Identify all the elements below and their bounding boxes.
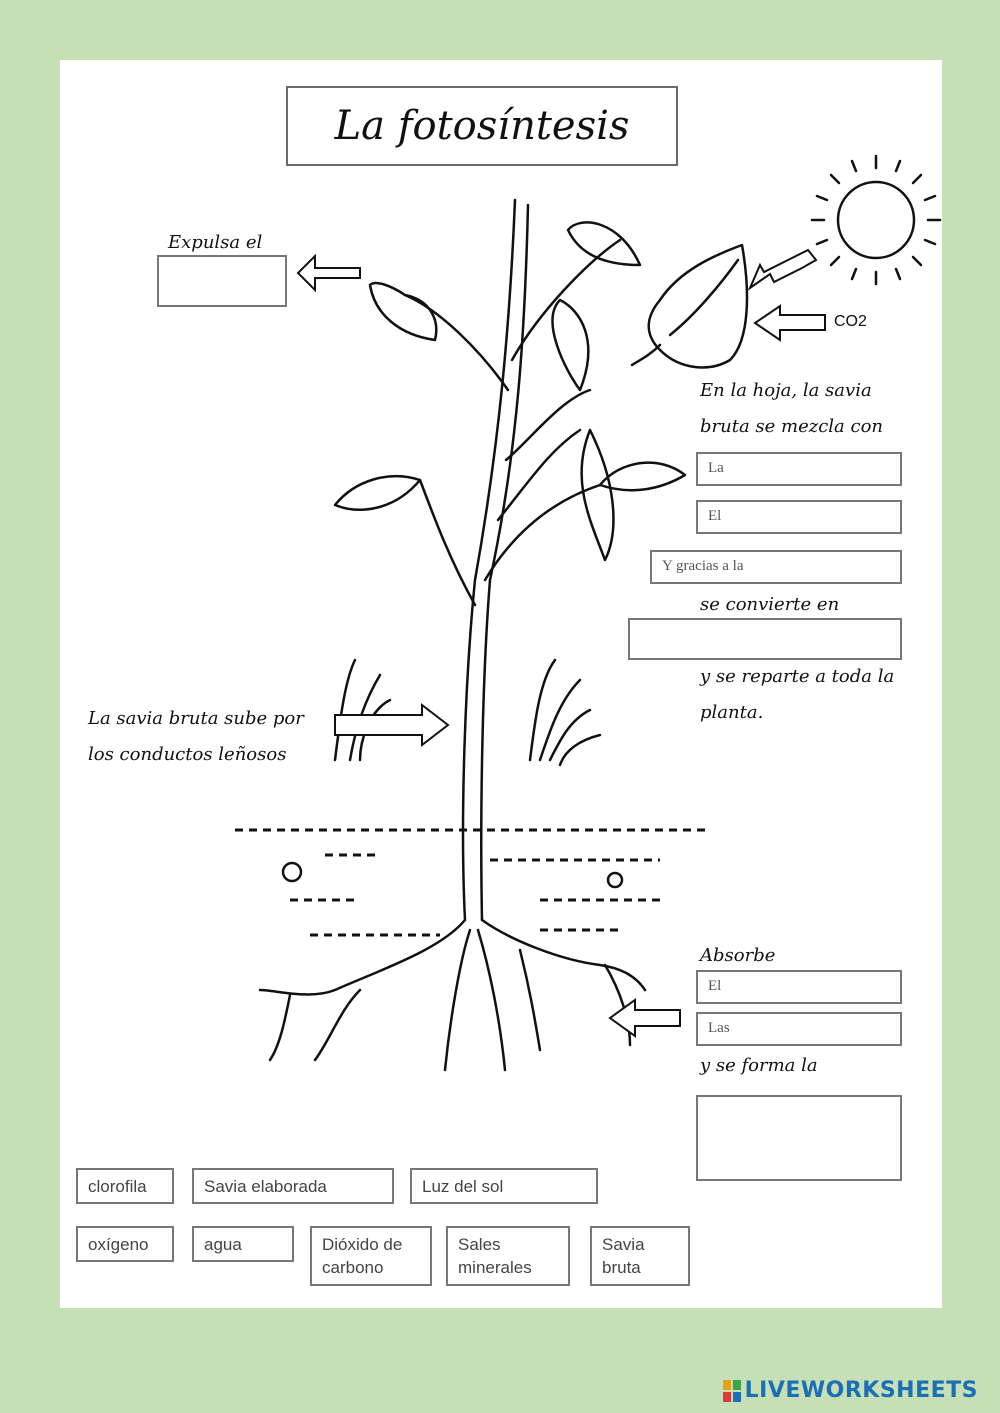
brand-logo bbox=[723, 1378, 978, 1403]
arrow-right-icon bbox=[335, 705, 448, 745]
label-co2: CO2 bbox=[834, 313, 867, 330]
word-chip[interactable]: oxígeno bbox=[76, 1226, 174, 1262]
word-chip[interactable]: clorofila bbox=[76, 1168, 174, 1204]
drop-field-forma[interactable] bbox=[696, 1095, 902, 1181]
word-chip[interactable]: Luz del sol bbox=[410, 1168, 598, 1204]
drop-field-expulsa[interactable] bbox=[157, 255, 287, 307]
drop-field-mezcla-el[interactable]: El bbox=[696, 500, 902, 534]
brand-logo-icon bbox=[723, 1380, 741, 1402]
label-reparte-line2: planta. bbox=[700, 702, 764, 723]
label-hoja-line2: bruta se mezcla con bbox=[700, 416, 884, 437]
label-savia-line1: La savia bruta sube por bbox=[88, 708, 304, 729]
arrow-left-icon bbox=[298, 256, 360, 290]
word-chip[interactable]: Dióxido de carbono bbox=[310, 1226, 432, 1286]
label-hoja-line1: En la hoja, la savia bbox=[700, 380, 872, 401]
label-savia-line2: los conductos leñosos bbox=[88, 744, 287, 765]
sun-icon bbox=[812, 156, 940, 284]
label-se-forma: y se forma la bbox=[700, 1055, 818, 1076]
label-expulsa: Expulsa el bbox=[168, 232, 263, 253]
drop-field-mezcla-la[interactable]: La bbox=[696, 452, 902, 486]
arrow-left-icon bbox=[755, 306, 825, 340]
arrow-left-icon bbox=[610, 1000, 680, 1036]
worksheet bbox=[60, 60, 942, 1308]
drop-field-convierte[interactable] bbox=[628, 618, 902, 660]
drop-field-absorbe-el[interactable]: El bbox=[696, 970, 902, 1004]
arrow-left-icon bbox=[750, 250, 816, 288]
word-chip[interactable]: Sales minerales bbox=[446, 1226, 570, 1286]
label-se-convierte: se convierte en bbox=[700, 594, 840, 615]
word-chip[interactable]: agua bbox=[192, 1226, 294, 1262]
label-absorbe: Absorbe bbox=[700, 945, 776, 966]
drop-field-absorbe-las[interactable]: Las bbox=[696, 1012, 902, 1046]
brand-logo-text: LIVEWORKSHEETS bbox=[744, 1378, 978, 1403]
drop-field-gracias[interactable]: Y gracias a la bbox=[650, 550, 902, 584]
label-reparte-line1: y se reparte a toda la bbox=[700, 666, 895, 687]
word-chip[interactable]: Savia bruta bbox=[590, 1226, 690, 1286]
page-title: La fotosíntesis bbox=[286, 86, 678, 166]
word-chip[interactable]: Savia elaborada bbox=[192, 1168, 394, 1204]
